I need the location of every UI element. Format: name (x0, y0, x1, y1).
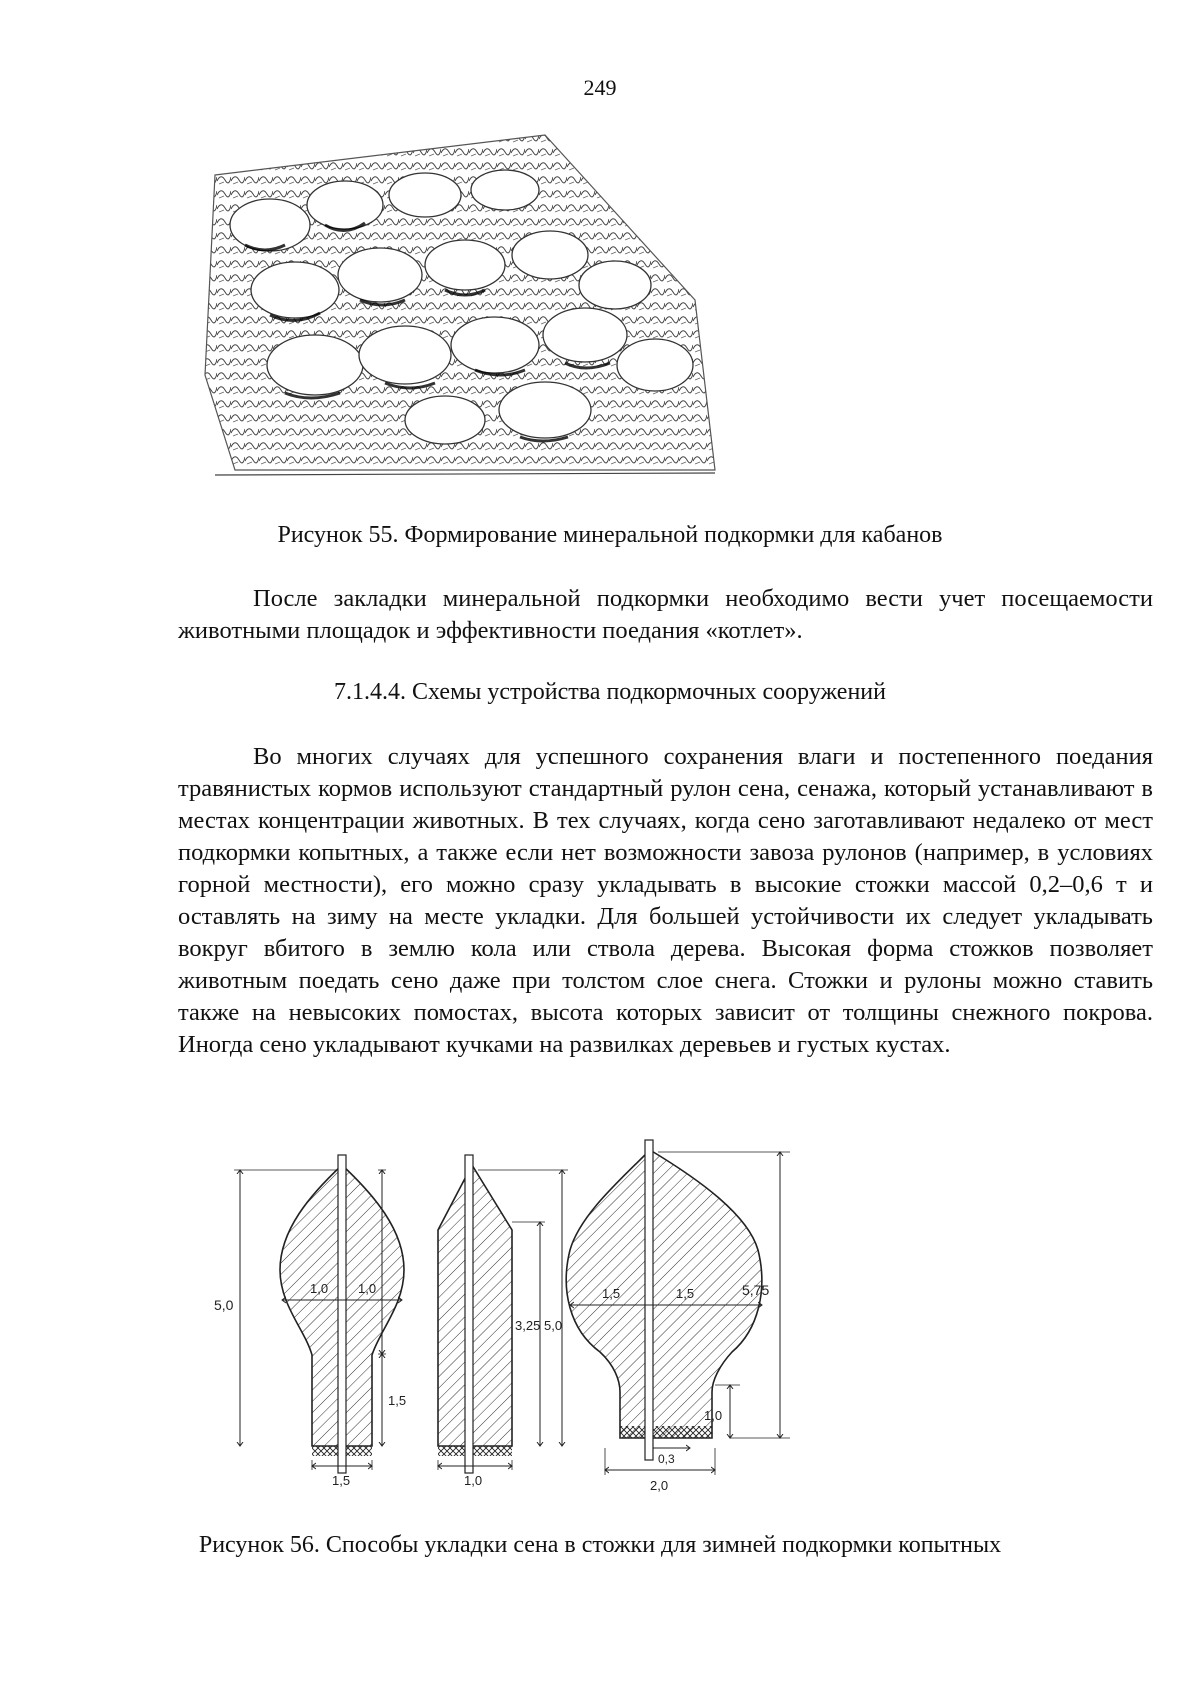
figure-56-diagram (210, 1130, 890, 1510)
stack-1-base-height-label: 1,5 (388, 1393, 407, 1408)
stack-1-left-width-label: 1,0 (310, 1281, 329, 1296)
stack-2-upper-height-label: 3,25 (515, 1318, 541, 1333)
stack-2-base-width-label: 1,0 (464, 1473, 483, 1488)
stack-3 (566, 1140, 790, 1493)
stack-1-right-width-label: 1,0 (358, 1281, 377, 1296)
stack-1-base-width-label: 1,5 (332, 1473, 351, 1488)
stack-3-left-width-label: 1,5 (602, 1286, 621, 1301)
paragraph-2-text: Во многих случаях для успешного сохранения влаги и постепенного поедания травянистых кормов используют стандартный рулон сена, сенажа, который устанавливают в местах концентрации животных. В тех случаях, когда сено заготавливают недалеко от мест подкормки копытных, а также если нет возможности завоза рулонов (например, в условиях горной местности), его можно сразу укладывать в высокие стожки массой 0,2–0,6 т и оставлять на зиму на месте укладки. Для большей устойчивости их следует укладывать вокруг вбитого в землю кола или ствола дерева. Высокая форма стожков позволяет животным поедать сено даже при толстом слое снега. Стожки и рулоны можно ставить также на невысоких помостах, высота которых зависит от толщины снежного покрова. Иногда сено укладывают кучками на развилках деревьев и густых кустах. (178, 743, 1153, 1058)
stack-1-height-label: 5,0 (214, 1297, 234, 1313)
page-number: 249 (583, 75, 617, 100)
stack-3-offset-label: 0,3 (658, 1452, 675, 1466)
stack-3-base-width-label: 2,0 (650, 1478, 669, 1493)
stack-3-base-height-label: 1,0 (704, 1408, 723, 1423)
stack-2 (438, 1155, 568, 1488)
stack-3-height-label: 5,75 (742, 1282, 770, 1298)
paragraph-1 (178, 583, 1153, 647)
figure-56-caption: Рисунок 56. Способы укладки сена в стожки для зимней подкормки копытных (198, 1532, 1002, 1558)
paragraph-2 (178, 741, 1153, 1061)
section-heading: 7.1.4.4. Схемы устройства подкормочных сооружений (334, 679, 886, 705)
stack-3-right-width-label: 1,5 (676, 1286, 695, 1301)
figure-55-illustration (175, 115, 775, 515)
paragraph-1-text: После закладки минеральной подкормки необходимо вести учет посещаемости животными площадок и эффективности поедания «котлет». (178, 585, 1153, 644)
figure-55-caption: Рисунок 55. Формирование минеральной подкормки для кабанов (277, 522, 943, 548)
stack-1 (214, 1155, 406, 1488)
stack-2-height-label: 5,0 (544, 1318, 563, 1333)
